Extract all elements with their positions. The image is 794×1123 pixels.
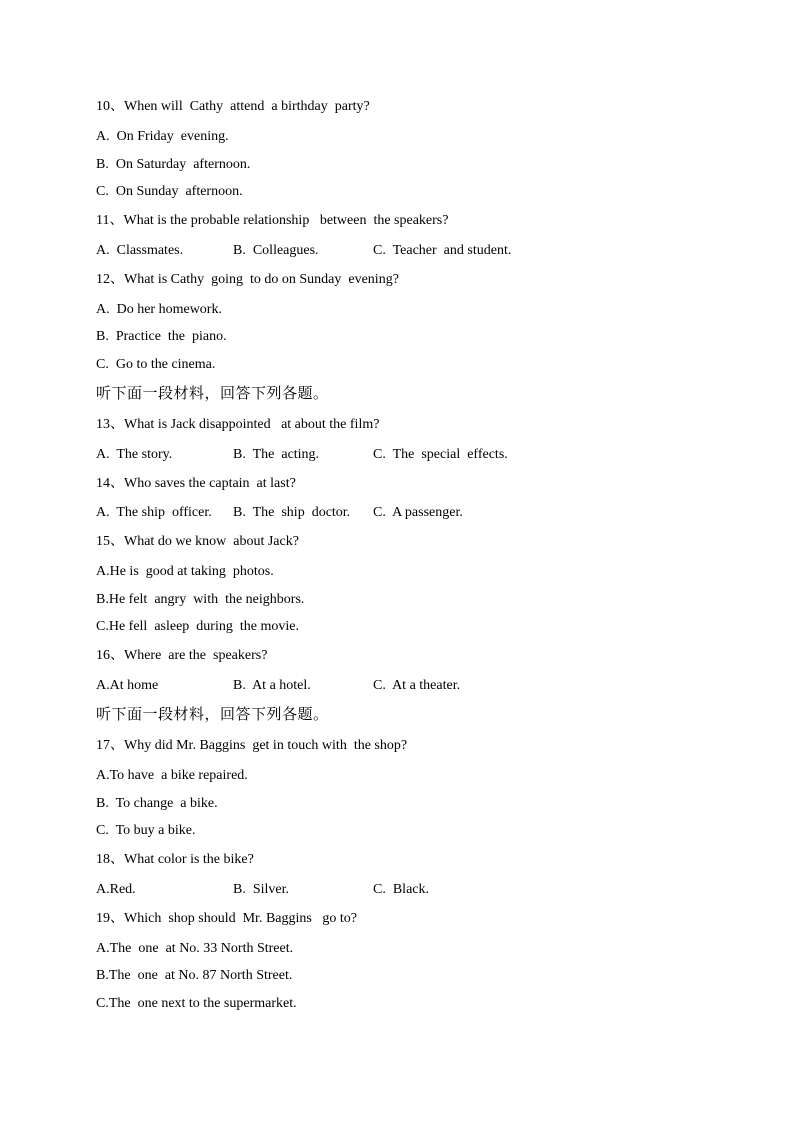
q18-option-c: C. Black. [373, 882, 429, 897]
q16-options-row [96, 677, 716, 695]
question-17: 17、Why did Mr. Baggins get in touch with the shop? [96, 738, 408, 753]
q16-option-c: C. At a theater. [373, 678, 461, 693]
q19-option-b: B.The one at No. 87 North Street. [96, 968, 293, 983]
q17-option-b: B. To change a bike. [96, 796, 218, 811]
question-10: 10、When will Cathy attend a birthday party? [96, 99, 370, 114]
q10-option-a: A. On Friday evening. [96, 129, 229, 144]
q12-option-b: B. Practice the piano. [96, 329, 227, 344]
question-19: 19、Which shop should Mr. Baggins go to? [96, 911, 357, 926]
q14-option-c: C. A passenger. [373, 505, 463, 520]
question-18: 18、What color is the bike? [96, 852, 254, 867]
question-14: 14、Who saves the captain at last? [96, 476, 296, 491]
question-12: 12、What is Cathy going to do on Sunday evening? [96, 272, 399, 287]
q10-option-b: B. On Saturday afternoon. [96, 157, 251, 172]
q19-option-c: C.The one next to the supermarket. [96, 996, 297, 1011]
q11-option-a: A. Classmates. [96, 243, 184, 258]
q13-option-a: A. The story. [96, 447, 173, 462]
question-13: 13、What is Jack disappointed at about the film? [96, 417, 380, 432]
question-11: 11、What is the probable relationship between the speakers? [96, 213, 449, 228]
q14-option-b: B. The ship doctor. [233, 505, 351, 520]
q15-option-c: C.He fell asleep during the movie. [96, 619, 299, 634]
q17-option-a: A.To have a bike repaired. [96, 768, 248, 783]
section-instruction-1: 听下面一段材料，回答下列各题。 [96, 384, 329, 402]
q12-option-c: C. Go to the cinema. [96, 357, 216, 372]
q18-option-b: B. Silver. [233, 882, 290, 897]
q15-option-b: B.He felt angry with the neighbors. [96, 592, 305, 607]
q13-option-b: B. The acting. [233, 447, 320, 462]
q17-option-c: C. To buy a bike. [96, 823, 196, 838]
question-16: 16、Where are the speakers? [96, 648, 268, 663]
q13-options-row [96, 446, 716, 464]
q16-option-b: B. At a hotel. [233, 678, 311, 693]
q16-option-a: A.At home [96, 678, 159, 693]
q11-option-c: C. Teacher and student. [373, 243, 512, 258]
q18-options-row [96, 881, 716, 899]
q18-option-a: A.Red. [96, 882, 136, 897]
section-instruction-2: 听下面一段材料，回答下列各题。 [96, 705, 329, 723]
q14-options-row [96, 504, 716, 522]
q19-option-a: A.The one at No. 33 North Street. [96, 941, 294, 956]
q11-options-row [96, 242, 716, 260]
q15-option-a: A.He is good at taking photos. [96, 564, 274, 579]
q12-option-a: A. Do her homework. [96, 302, 222, 317]
q10-option-c: C. On Sunday afternoon. [96, 184, 243, 199]
question-15: 15、What do we know about Jack? [96, 534, 299, 549]
q13-option-c: C. The special effects. [373, 447, 508, 462]
q11-option-b: B. Colleagues. [233, 243, 319, 258]
q14-option-a: A. The ship officer. [96, 505, 212, 520]
